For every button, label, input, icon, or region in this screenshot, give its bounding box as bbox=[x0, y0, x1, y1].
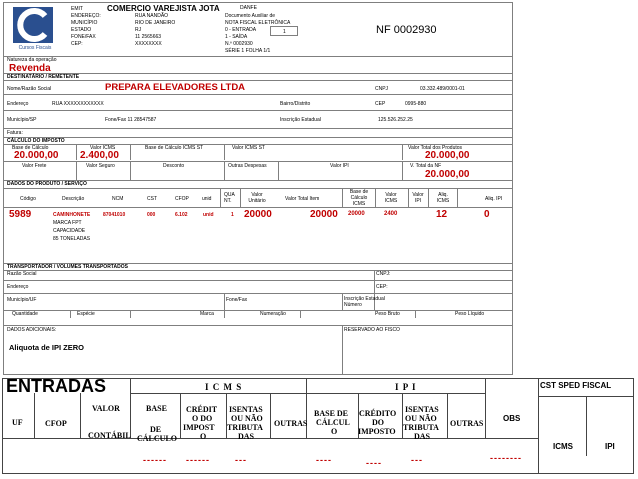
contabil-header: CONTÁBIL bbox=[88, 431, 131, 440]
destinatario-ie-value: 125.526.252.25 bbox=[378, 117, 413, 123]
credito-icms-4: O bbox=[200, 432, 207, 441]
item-unitario: 20000 bbox=[244, 209, 272, 220]
destinatario-nome-label: Nome/Razão Social bbox=[7, 86, 52, 92]
obs-header: OBS bbox=[503, 414, 521, 423]
base-calculo-label: Base de Cálculo bbox=[12, 145, 49, 151]
nf-number-box bbox=[314, 18, 464, 46]
base-ipi-2: CÁLCUL bbox=[316, 418, 350, 427]
logo-text: Cursos Fiscais bbox=[18, 45, 52, 51]
item-descricao-extra-2: CAPACIDADE bbox=[53, 228, 86, 234]
cep-value: XXXXXXXX bbox=[135, 41, 162, 47]
reservado-label: RESERVADO AO FISCO bbox=[344, 327, 400, 333]
dash-4: ---- bbox=[316, 455, 332, 465]
sped-icms-header: ICMS bbox=[553, 442, 573, 451]
fone-value: 11 2565663 bbox=[135, 34, 162, 40]
sped-ipi-header: IPI bbox=[605, 442, 615, 451]
dash-7: -------- bbox=[490, 453, 522, 463]
emit-value: COMERCIO VAREJISTA JOTA bbox=[107, 4, 220, 13]
item-descricao: CAMINHONETE bbox=[53, 212, 91, 218]
credito-ipi-2: DO bbox=[372, 418, 384, 427]
logo-box bbox=[5, 4, 63, 56]
destinatario-fone-label: Fone/Fax 11 28547587 bbox=[105, 117, 157, 123]
estado-value: RJ bbox=[135, 27, 142, 33]
cfop-header: CFOP bbox=[45, 419, 67, 428]
header-total: Valor Total Item bbox=[285, 196, 320, 202]
numeracao-label: Numeração bbox=[260, 311, 286, 317]
outras-icms-header: OUTRAS bbox=[274, 419, 308, 428]
header-codigo: Código bbox=[20, 196, 36, 202]
valor-header: VALOR bbox=[92, 404, 120, 413]
danfe-line2: NOTA FISCAL ELETRÔNICA bbox=[225, 20, 291, 26]
item-cst: 000 bbox=[147, 212, 156, 218]
ipi-group-label: I P I bbox=[395, 382, 417, 392]
item-cfop: 6.102 bbox=[175, 212, 188, 218]
operacao-label: Natureza da operação bbox=[7, 57, 57, 63]
produtos-section: DADOS DO PRODUTO / SERVIÇO bbox=[7, 181, 87, 187]
total-produtos-label: Valor Total dos Produtos bbox=[408, 145, 463, 151]
destinatario-cep-value: 0995-880 bbox=[405, 101, 427, 107]
fone-label: FONE/FAX bbox=[71, 34, 96, 40]
destinatario-section: DESTINATÁRIO / REMETENTE bbox=[7, 74, 80, 80]
destinatario-endereco-label: Endereço bbox=[7, 101, 29, 107]
dash-2: ------ bbox=[186, 455, 210, 465]
marca-label: Marca bbox=[200, 311, 214, 317]
entrada-saida-box bbox=[270, 26, 298, 36]
transportador-endereco-label: Endereço bbox=[7, 284, 29, 290]
endereco-value: RUA NANDÃO bbox=[135, 13, 169, 19]
nf-number: NF 0002930 bbox=[376, 24, 437, 36]
header-aliq-ipi: Aliq. IPI bbox=[485, 196, 503, 202]
danfe-title: DANFE bbox=[240, 5, 257, 11]
total-produtos-value: 20.000,00 bbox=[425, 150, 470, 161]
item-descricao-extra-1: MARCA FPT bbox=[53, 220, 82, 226]
danfe-serie: SÉRIE 1 FOLHA 1/1 bbox=[225, 48, 271, 54]
transportador-razao-label: Razão Social bbox=[7, 271, 37, 277]
total-nf-value: 20.000,00 bbox=[425, 169, 470, 180]
transportador-ie-label: Inscrição Estadual bbox=[344, 296, 385, 302]
dash-5: ---- bbox=[366, 458, 382, 468]
peso-bruto-label: Peso Bruto bbox=[375, 311, 400, 317]
destinatario-cnpj-label: CNPJ bbox=[375, 86, 389, 92]
credito-icms-3: IMPOST bbox=[183, 423, 215, 432]
header-ncm: NCM bbox=[112, 196, 124, 202]
entradas-title: ENTRADAS bbox=[6, 376, 107, 396]
uf-header: UF bbox=[12, 418, 23, 427]
sped-header: CST SPED FISCAL bbox=[540, 381, 612, 390]
peso-liquido-label: Peso Líquido bbox=[455, 311, 485, 317]
item-ncm: 87041010 bbox=[103, 212, 126, 218]
municipio-label: MUNICÍPIO bbox=[71, 20, 98, 26]
de-header: DE bbox=[150, 425, 162, 434]
transportador-section: TRANSPORTADOR / VOLUMES TRANSPORTADOS bbox=[7, 264, 128, 270]
isentas-ipi-3: TRIBUTA bbox=[403, 423, 439, 432]
item-icms: 2400 bbox=[384, 211, 398, 217]
destinatario-endereco-value: RUA XXXXXXXXXXXX bbox=[52, 101, 104, 107]
credito-ipi-1: CRÉDITO bbox=[359, 409, 397, 418]
transportador-ie-label-2: Número bbox=[344, 302, 362, 308]
destinatario-cnpj-value: 03.332.489/0001-01 bbox=[420, 86, 465, 92]
header-unid: unid bbox=[202, 196, 212, 202]
isentas-ipi-4: DAS bbox=[414, 432, 431, 441]
estado-label: ESTADO bbox=[71, 27, 92, 33]
base-ipi-1: BASE DE bbox=[314, 409, 349, 418]
calculo-header: CÁLCULO bbox=[137, 434, 178, 443]
header-cst: CST bbox=[147, 196, 157, 202]
emit-label: EMIT bbox=[71, 6, 83, 12]
total-nf-label: V. Total da NF bbox=[410, 163, 442, 169]
transportador-cep-label: CEP: bbox=[376, 284, 388, 290]
base-st-label: Base de Cálculo ICMS ST bbox=[145, 145, 204, 151]
isentas-icms-1: ISENTAS bbox=[229, 405, 263, 414]
item-aliq-ipi: 0 bbox=[484, 209, 490, 220]
header-qtd: QUA NT. bbox=[224, 192, 235, 204]
header-unitario: Valor Unitário bbox=[248, 192, 266, 204]
outras-ipi-header: OUTRAS bbox=[450, 419, 484, 428]
dash-3: --- bbox=[235, 455, 247, 465]
danfe-line3: 0 - ENTRADA bbox=[225, 27, 257, 33]
transportador-cnpj-label: CNPJ: bbox=[376, 271, 391, 277]
destinatario-cep-label: CEP bbox=[375, 101, 386, 107]
fatura-label: Fatura: bbox=[7, 130, 23, 136]
destinatario-ie-label: Inscrição Estadual bbox=[280, 117, 321, 123]
item-base: 20000 bbox=[348, 211, 365, 217]
valor-icms-value: 2.400,00 bbox=[80, 150, 119, 161]
header-descricao: Descrição bbox=[62, 196, 85, 202]
danfe-line4: 1 - SAÍDA bbox=[225, 34, 248, 40]
isentas-ipi-2: OU NÃO bbox=[405, 414, 437, 423]
seguro-label: Valor Seguro bbox=[86, 163, 115, 169]
destinatario-nome-value: PREPARA ELEVADORES LTDA bbox=[105, 82, 246, 93]
cep-label: CEP: bbox=[71, 41, 83, 47]
header-base: Base de Cálculo ICMS bbox=[349, 189, 369, 207]
municipio-value: RIO DE JANEIRO bbox=[135, 20, 176, 26]
dash-1: ------ bbox=[143, 455, 167, 465]
header-ipi: Valor IPI bbox=[412, 192, 424, 204]
isentas-icms-4: DAS bbox=[238, 432, 255, 441]
isentas-ipi-1: ISENTAS bbox=[405, 405, 439, 414]
outras-despesas-label: Outras Despesas bbox=[228, 163, 267, 169]
frete-label: Valor Frete bbox=[22, 163, 47, 169]
item-aliq-icms: 12 bbox=[436, 209, 448, 220]
icms-st-label: Valor ICMS ST bbox=[232, 145, 265, 151]
destinatario-municipio-label: Município/SP bbox=[7, 117, 37, 123]
danfe-numero: N.º 0002930 bbox=[225, 41, 253, 47]
especie-label: Espécie bbox=[77, 311, 95, 317]
credito-icms-2: O DO bbox=[192, 414, 213, 423]
isentas-icms-3: TRIBUTA bbox=[227, 423, 263, 432]
header-aliq-icms: Aliq. ICMS bbox=[436, 192, 450, 204]
base-ipi-3: O bbox=[331, 427, 338, 436]
isentas-icms-2: OU NÃO bbox=[231, 414, 263, 423]
adicionais-label: DADOS ADICIONAIS: bbox=[7, 327, 57, 333]
base-header: BASE bbox=[146, 404, 167, 413]
base-calculo-value: 20.000,00 bbox=[14, 150, 59, 161]
endereco-label: ENDEREÇO: bbox=[71, 13, 101, 19]
item-total: 20000 bbox=[310, 209, 338, 220]
item-unid: unid bbox=[203, 212, 214, 218]
item-codigo: 5989 bbox=[9, 209, 32, 220]
danfe-line1: Documento Auxiliar de bbox=[225, 13, 276, 19]
credito-icms-1: CRÉDIT bbox=[186, 405, 218, 414]
operacao-value: Revenda bbox=[9, 63, 51, 74]
destinatario-bairro-label: Bairro/Distrito bbox=[280, 101, 311, 107]
item-qtd: 1 bbox=[231, 212, 234, 218]
credito-ipi-3: IMPOSTO bbox=[358, 427, 396, 436]
header-icms: Valor ICMS bbox=[384, 192, 398, 204]
transportador-fone-label: Fone/Fax bbox=[226, 297, 248, 303]
entrada-saida-value: 1 bbox=[283, 29, 286, 35]
imposto-section: CÁLCULO DO IMPOSTO bbox=[7, 138, 65, 144]
adicionais-value: Aliquota de IPI ZERO bbox=[9, 343, 85, 352]
valor-ipi-label: Valor IPI bbox=[330, 163, 349, 169]
header-cfop: CFOP bbox=[175, 196, 189, 202]
transportador-municipio-label: Município/UF bbox=[7, 297, 37, 303]
desconto-label: Desconto bbox=[163, 163, 185, 169]
valor-icms-label: Valor ICMS bbox=[90, 145, 116, 151]
item-descricao-extra-3: 85 TONELADAS bbox=[53, 236, 91, 242]
quantidade-label: Quantidade bbox=[12, 311, 38, 317]
icms-group-label: I C M S bbox=[205, 382, 243, 392]
dash-6: --- bbox=[411, 455, 423, 465]
